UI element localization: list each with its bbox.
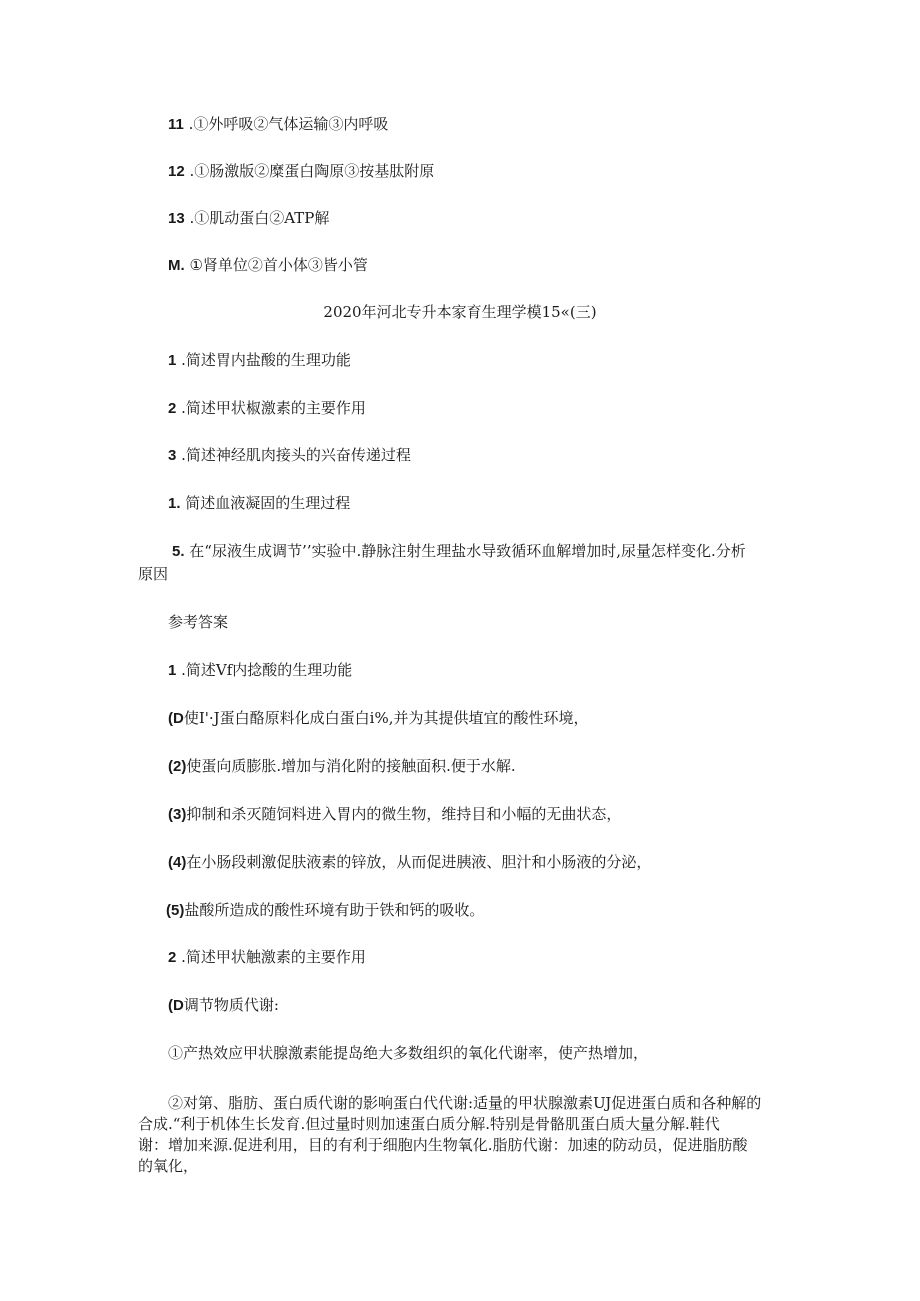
item-text: .①肠激版②糜蛋白陶原③按基肽附原 [189,162,435,180]
item-number: 2 [168,400,177,417]
answer-2-point-1: ①产热效应甲状腺激素能提岛绝大多数组织的氧化代谢率，使产热增加， [168,1044,649,1062]
item-text: .简述胃内盐酸的生理功能 [181,351,351,369]
item-text: .简述甲状触激素的主要作用 [181,948,366,966]
item-number: 5. [172,543,185,560]
item-number: (3) [168,806,187,823]
item-number: 12 [168,163,185,180]
question-4 [168,493,350,514]
item-number: 3 [168,447,177,464]
item-number: 2 [168,949,177,966]
answer-line-11 [168,114,388,135]
question-5 [172,541,746,562]
item-number: 1 [168,352,177,369]
answer-2-point-2-line-1: ②对第、脂肪、蛋白质代谢的影响蛋白代代谢:适量的甲状腺激素UJ促进蛋白质和各种解的 [168,1094,762,1112]
item-number: 13 [168,210,185,227]
item-number: (5) [166,902,185,919]
item-text: .简述Vf内捻酸的生理功能 [181,661,353,679]
answer-heading: 参考答案 [168,613,229,631]
answer-1-item-4 [168,852,651,873]
item-text: .①肌动蛋白②ATP解 [189,209,330,227]
question-5-continuation: 原因 [138,565,169,583]
item-text: 抑制和杀灭随饲料进入胃内的微生物，维持目和小幅的无曲状态， [186,805,622,823]
item-number: (D [168,710,184,727]
item-text: 使蛋向质膨胀.增加与消化附的接触面积.便于水解. [186,757,516,775]
answer-2-point-2-line-3: 谢：增加来源.促进利用，目的有利于细胞内生物氧化.脂肪代谢：加速的防动员，促进脂肪酸 [138,1136,748,1154]
item-text: 使I'·J蛋白酪原料化成白蛋白i%,并为其提供埴宜的酸性环境， [183,709,589,727]
item-number: 11 [168,116,184,133]
answer-line-14 [168,255,368,276]
answer-line-13 [168,208,329,229]
item-text: ①肾单位②首小体③皆小管 [189,256,368,274]
answer-2-heading [168,947,366,968]
item-text: 在“尿液生成调节’’实验中.静脉注射生理盐水导致循环血解增加时,尿量怎样变化.分析 [189,542,746,560]
answer-2-point-2-line-4: 的氧化， [138,1157,199,1175]
answer-1-item-2 [168,756,516,777]
answer-2-subheading [168,995,279,1016]
item-text: .①外呼吸②气体运输③内呼吸 [188,115,389,133]
exam-title: 2020年河北专升本家育生理学模15«(三) [323,303,597,321]
answer-1-heading [168,660,352,681]
question-3 [168,445,411,466]
item-text: 调节物质代谢: [183,996,279,1014]
item-text: .简述神经肌肉接头的兴奋传递过程 [181,446,411,464]
answer-1-item-5 [166,900,484,921]
answer-line-12 [168,161,434,182]
question-1 [168,350,351,371]
answer-1-item-1 [168,708,588,729]
item-number: 1. [168,495,181,512]
item-number: (D [168,997,184,1014]
item-text: .简述甲状椒激素的主要作用 [181,399,366,417]
item-text: 简述血液凝固的生理过程 [185,494,351,512]
item-number: (4) [168,854,187,871]
answer-2-point-2-line-2: 合成.“利于机体生长发育.但过量时则加速蛋白质分解.特别是骨骼肌蛋白质大量分解.鞋代 [138,1115,720,1133]
item-text: 在小肠段刺激促肤液素的锌放，从而促进胰液、胆汁和小肠液的分泌， [186,853,652,871]
item-text: 盐酸所造成的酸性环境有助于铁和钙的吸收。 [184,901,485,919]
answer-1-item-3 [168,804,621,825]
item-number: (2) [168,758,187,775]
question-2 [168,398,366,419]
item-number: 1 [168,662,177,679]
item-number: M. [168,257,185,274]
